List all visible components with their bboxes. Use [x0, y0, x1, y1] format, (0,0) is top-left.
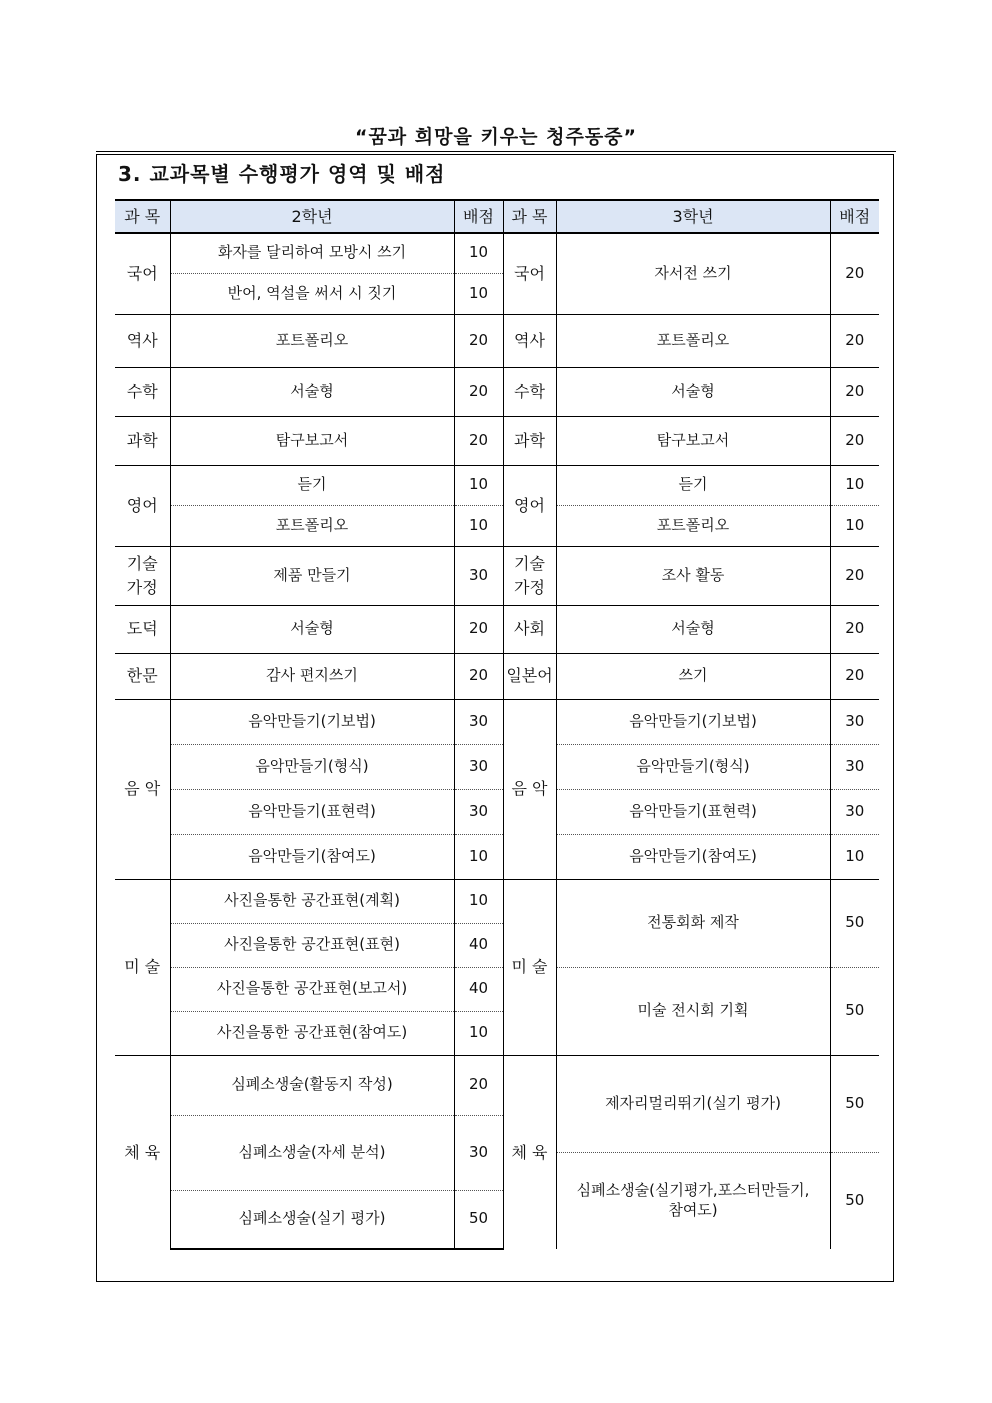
- score-cell: 10: [454, 879, 503, 923]
- school-slogan: “꿈과 희망을 키우는 청주동중”: [354, 126, 638, 148]
- table-row: [115, 653, 879, 699]
- table-row: [115, 465, 879, 505]
- score-cell: 20: [830, 653, 879, 699]
- item-cell: 음악만들기(표현력): [556, 789, 830, 834]
- score-cell: 10: [454, 505, 503, 546]
- score-cell: 20: [454, 416, 503, 465]
- score-cell: 50: [830, 967, 879, 1055]
- subject-cell: 미 술: [503, 879, 556, 1055]
- score-cell: 10: [454, 273, 503, 314]
- header-grade2: 2학년: [170, 200, 454, 233]
- item-cell: 사진을통한 공간표현(표현): [170, 923, 454, 967]
- item-cell: 음악만들기(참여도): [556, 834, 830, 879]
- score-cell: 20: [454, 314, 503, 367]
- table-row: [115, 967, 879, 1011]
- item-cell: 자서전 쓰기: [556, 233, 830, 314]
- score-cell: 20: [830, 416, 879, 465]
- item-cell: 포트폴리오: [556, 505, 830, 546]
- item-cell: 포트폴리오: [556, 314, 830, 367]
- table-row: [115, 233, 879, 273]
- score-cell: 20: [830, 546, 879, 605]
- item-cell: 음악만들기(형식): [556, 744, 830, 789]
- subject-cell: 과학: [115, 416, 170, 465]
- subject-line: 기술: [514, 554, 545, 574]
- item-cell: 조사 활동: [556, 546, 830, 605]
- score-cell: 20: [830, 314, 879, 367]
- subject-cell: 음 악: [503, 699, 556, 879]
- score-cell: 10: [454, 465, 503, 505]
- header-subject-right: 과 목: [503, 200, 556, 233]
- score-cell: 30: [830, 789, 879, 834]
- item-cell: 심폐소생술(실기 평가): [170, 1190, 454, 1249]
- table-row: [115, 367, 879, 416]
- item-cell: 화자를 달리하여 모방시 쓰기: [170, 233, 454, 273]
- item-cell: 서술형: [170, 367, 454, 416]
- item-cell: 미술 전시회 기획: [556, 967, 830, 1055]
- item-cell: 음악만들기(참여도): [170, 834, 454, 879]
- subject-cell: 영어: [115, 465, 170, 546]
- subject-cell: 과학: [503, 416, 556, 465]
- subject-line: 가정: [514, 577, 545, 597]
- assessment-table: [115, 199, 879, 1250]
- score-cell: 50: [454, 1190, 503, 1249]
- item-cell: 음악만들기(기보법): [556, 699, 830, 744]
- table-row: [115, 1055, 879, 1115]
- table-row: [115, 789, 879, 834]
- subject-cell: [115, 546, 170, 605]
- score-cell: 30: [830, 699, 879, 744]
- score-cell: 10: [830, 834, 879, 879]
- table-row: [115, 834, 879, 879]
- item-cell: 포트폴리오: [170, 505, 454, 546]
- item-cell: 탐구보고서: [170, 416, 454, 465]
- score-cell: 10: [454, 1011, 503, 1055]
- subject-cell: 체 육: [115, 1055, 170, 1249]
- item-cell: 제품 만들기: [170, 546, 454, 605]
- subject-cell: 사회: [503, 605, 556, 653]
- item-cell: 제자리멀리뛰기(실기 평가): [556, 1055, 830, 1152]
- subject-cell: 영어: [503, 465, 556, 546]
- score-cell: 20: [454, 605, 503, 653]
- table-row: [115, 416, 879, 465]
- table-row: [115, 605, 879, 653]
- item-cell: 반어, 역설을 써서 시 짓기: [170, 273, 454, 314]
- item-cell: 서술형: [170, 605, 454, 653]
- subject-cell: 역사: [503, 314, 556, 367]
- item-cell: 사진을통한 공간표현(보고서): [170, 967, 454, 1011]
- score-cell: 10: [454, 233, 503, 273]
- score-cell: 50: [830, 1152, 879, 1249]
- item-cell: 감사 편지쓰기: [170, 653, 454, 699]
- item-cell: 쓰기: [556, 653, 830, 699]
- subject-cell: 체 육: [503, 1055, 556, 1249]
- score-cell: 30: [454, 789, 503, 834]
- item-cell: 심폐소생술(활동지 작성): [170, 1055, 454, 1115]
- score-cell: 50: [830, 879, 879, 967]
- item-cell: 서술형: [556, 367, 830, 416]
- subject-cell: 국어: [503, 233, 556, 314]
- score-cell: 30: [454, 699, 503, 744]
- score-cell: 40: [454, 923, 503, 967]
- item-cell: 사진을통한 공간표현(참여도): [170, 1011, 454, 1055]
- subject-cell: [503, 546, 556, 605]
- item-cell: 듣기: [556, 465, 830, 505]
- subject-cell: 음 악: [115, 699, 170, 879]
- subject-cell: 역사: [115, 314, 170, 367]
- header-score-right: 배점: [830, 200, 879, 233]
- item-cell: 전통회화 제작: [556, 879, 830, 967]
- subject-line: 기술: [126, 554, 158, 574]
- item-cell: 사진을통한 공간표현(계획): [170, 879, 454, 923]
- table-row: [115, 879, 879, 923]
- score-cell: 50: [830, 1055, 879, 1152]
- score-cell: 10: [830, 505, 879, 546]
- subject-cell: 수학: [503, 367, 556, 416]
- item-cell: 듣기: [170, 465, 454, 505]
- header-grade3: 3학년: [556, 200, 830, 233]
- section-title: 3. 교과목별 수행평가 영역 및 배점: [118, 162, 446, 186]
- score-cell: 20: [830, 605, 879, 653]
- item-cell: 심폐소생술(실기평가,포스터만들기, 참여도): [556, 1152, 830, 1249]
- item-cell: 서술형: [556, 605, 830, 653]
- score-cell: 30: [454, 1115, 503, 1190]
- header-subject: 과 목: [115, 200, 170, 233]
- top-rule: [96, 151, 896, 152]
- item-cell: 음악만들기(표현력): [170, 789, 454, 834]
- table-header-row: [115, 200, 879, 233]
- item-cell: 포트폴리오: [170, 314, 454, 367]
- subject-cell: 한문: [115, 653, 170, 699]
- table-row: [115, 314, 879, 367]
- item-cell: 심폐소생술(자세 분석): [170, 1115, 454, 1190]
- item-cell: 탐구보고서: [556, 416, 830, 465]
- subject-cell: 도덕: [115, 605, 170, 653]
- table-row: [115, 546, 879, 605]
- score-cell: 40: [454, 967, 503, 1011]
- subject-cell: 일본어: [503, 653, 556, 699]
- score-cell: 10: [454, 834, 503, 879]
- subject-cell: 국어: [115, 233, 170, 314]
- score-cell: 20: [830, 367, 879, 416]
- score-cell: 20: [830, 233, 879, 314]
- score-cell: 20: [454, 1055, 503, 1115]
- subject-line: 가정: [126, 577, 158, 597]
- score-cell: 30: [454, 546, 503, 605]
- subject-cell: 미 술: [115, 879, 170, 1055]
- score-cell: 20: [454, 367, 503, 416]
- score-cell: 10: [830, 465, 879, 505]
- score-cell: 20: [454, 653, 503, 699]
- table-row: [115, 505, 879, 546]
- table-row: [115, 699, 879, 744]
- item-cell: 음악만들기(기보법): [170, 699, 454, 744]
- subject-cell: 수학: [115, 367, 170, 416]
- header-score: 배점: [454, 200, 503, 233]
- score-cell: 30: [830, 744, 879, 789]
- item-cell: 음악만들기(형식): [170, 744, 454, 789]
- score-cell: 30: [454, 744, 503, 789]
- table-row: [115, 744, 879, 789]
